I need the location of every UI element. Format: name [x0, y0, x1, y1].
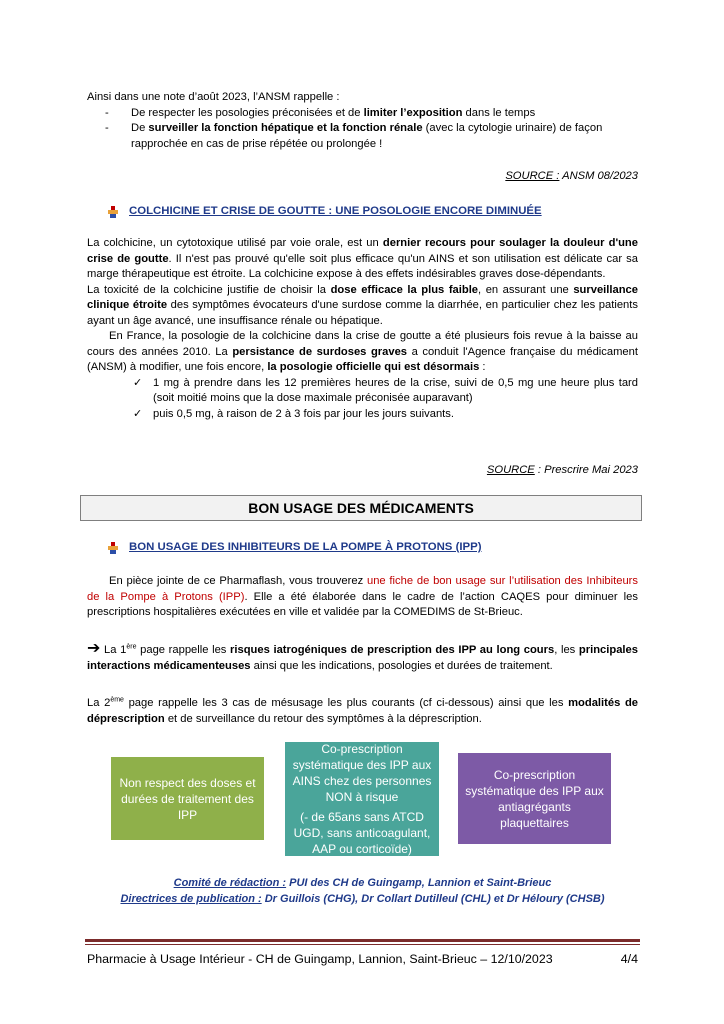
page-footer — [87, 951, 638, 967]
text: , en assurant une — [478, 283, 574, 296]
source-text: ANSM 08/2023 — [559, 170, 638, 182]
bullet-icon — [107, 206, 119, 218]
ipp-paragraph-1 — [87, 574, 638, 621]
source-label: SOURCE — [486, 464, 535, 476]
misuse-box-ains — [285, 742, 439, 856]
text: a conduit l'Agence française du médicament (ANSM) à modifier, une fois encore, — [87, 345, 638, 373]
source-label: SOURCE : — [505, 170, 560, 182]
list-item — [87, 121, 638, 152]
credits-text: PUI des CH de Guingamp, Lannion et Saint-Brieuc — [286, 877, 552, 889]
misuse-box-doses — [111, 757, 264, 840]
page-number: 4/4 — [620, 952, 638, 966]
text: ainsi que les indications, posologies et durées de traitement. — [250, 659, 553, 672]
list-item — [87, 376, 638, 407]
text: dans le temps — [462, 106, 536, 119]
ipp-heading — [107, 540, 482, 556]
text: (avec la cytologie urinaire) de façon rapprochée en cas de prise répétée ou prolongée ! — [131, 122, 603, 150]
credits-label: Comité de rédaction : — [173, 877, 287, 889]
text: des symptômes évocateurs d'une surdose comme la diarrhée, en particulier chez les patients ayant un âge avancé, une insuffisance rénale ou hépatique. — [87, 299, 638, 327]
check-icon: ✓ — [133, 376, 143, 389]
text: En pièce jointe de ce Pharmaflash, vous trouverez — [109, 575, 367, 587]
text: , les — [554, 644, 579, 656]
footer-text: Pharmacie à Usage Intérieur - CH de Guingamp, Lannion, Saint-Brieuc – 12/10/2023 — [87, 952, 553, 966]
text-bold: dernier recours pour soulager la douleur d'une crise de goutte — [87, 237, 638, 265]
text-bold: limiter l’exposition — [363, 106, 463, 119]
list-marker: - — [105, 122, 109, 134]
text-highlight: une fiche de bon usage sur l’utilisation des Inhibiteurs de la Pompe à Protons (IPP) — [87, 575, 639, 603]
text: : — [479, 361, 486, 373]
text: De respecter les posologies préconisées et de — [131, 106, 364, 119]
colchicine-heading — [107, 204, 542, 220]
text: La colchicine, un cytotoxique utilisé par voie orale, est un — [87, 237, 383, 249]
box-subtext: (- de 65ans sans ATCD UGD, sans anticoagulant, AAP ou corticoïde) — [293, 810, 431, 856]
text: . Il n'est pas prouvé qu'elle soit plus efficace qu'un AINS et son utilisation est délicate car sa marge thérapeutique est étroite. La colchicine expose à des effets indésirables graves dose-dépendants. — [87, 252, 638, 280]
arrow-right-icon: ➔ — [87, 640, 101, 657]
paragraph — [87, 283, 638, 330]
text: De — [131, 122, 149, 134]
ipp-paragraph-2 — [87, 641, 638, 674]
text: page rappelle les 3 cas de mésusage les plus courants (cf ci-dessous) ainsi que les — [123, 697, 569, 709]
publication-directors — [87, 891, 638, 907]
check-icon: ✓ — [133, 407, 143, 420]
text: La 2 — [87, 697, 111, 709]
superscript: ère — [126, 643, 137, 651]
intro-list — [87, 106, 638, 153]
footer-divider — [85, 939, 640, 942]
credits-label: Directrices de publication : — [120, 893, 262, 905]
text: page rappelle les — [136, 644, 231, 656]
text-bold: surveillance clinique étroite — [87, 283, 639, 311]
bullet-icon — [107, 542, 119, 554]
posology-list — [87, 376, 638, 423]
credits — [87, 875, 638, 907]
credits-text: Dr Guillois (CHG), Dr Collart Dutilleul (CHL) et Dr Héloury (CHSB) — [261, 893, 605, 905]
box-text: Co-prescription systématique des IPP aux AINS chez des personnes NON à risque — [292, 742, 432, 804]
section-title: BON USAGE DES INHIBITEURS DE LA POMPE À PROTONS (IPP) — [129, 541, 482, 553]
text: . Elle a été élaborée dans le cadre de l’action CAQES pour diminuer les prescriptions hospitalières exécutées en ville et validée par la COMEDIMS de St-Brieuc. — [87, 590, 638, 618]
box-text: Non respect des doses et durées de traitement des IPP — [119, 775, 256, 822]
section-title: COLCHICINE ET CRISE DE GOUTTE : UNE POSOLOGIE ENCORE DIMINUÉE — [129, 205, 542, 217]
colchicine-source — [87, 463, 638, 479]
ipp-paragraph-3 — [87, 696, 638, 727]
text-bold: risques iatrogéniques de prescription des IPP au long cours — [230, 644, 555, 656]
text: La 1 — [100, 644, 127, 656]
colchicine-body — [87, 236, 638, 422]
superscript: ème — [110, 696, 124, 704]
intro-lead: Ainsi dans une note d’août 2023, l’ANSM rappelle : — [87, 91, 340, 103]
text: et de surveillance du retour des symptômes à la déprescription. — [164, 712, 482, 725]
text-bold: surveiller la fonction hépatique et la fonction rénale — [148, 122, 423, 134]
text-bold: modalités de déprescription — [87, 697, 639, 725]
footer-divider-thin — [85, 944, 640, 945]
paragraph — [87, 329, 638, 376]
text: 1 mg à prendre dans les 12 premières heures de la crise, suivi de 0,5 mg une heure plus tard (soit moitié moins que la dose maximale préconisée auparavant) — [153, 376, 638, 404]
source-text: : Prescrire Mai 2023 — [534, 464, 638, 476]
text-bold: dose efficace la plus faible — [330, 283, 479, 296]
list-item — [87, 407, 638, 423]
text-bold: principales interactions médicamenteuses — [87, 644, 638, 672]
text-bold: la posologie officielle qui est désormais — [267, 361, 480, 373]
list-item — [87, 106, 638, 122]
box-text: Co-prescription systématique des IPP aux antiagrégants plaquettaires — [465, 767, 604, 830]
intro-section — [87, 90, 638, 152]
section-banner: BON USAGE DES MÉDICAMENTS — [80, 495, 642, 521]
editorial-committee — [87, 875, 638, 891]
text: En France, la posologie de la colchicine dans la crise de goutte a été plusieurs fois revue à la baisse au cours des années 2010. La — [87, 330, 638, 358]
misuse-box-antiplatelet — [458, 753, 611, 844]
intro-source — [87, 169, 638, 185]
text-bold: persistance de surdoses graves — [232, 345, 408, 358]
list-marker: - — [105, 106, 109, 119]
paragraph — [87, 236, 638, 283]
text: La toxicité de la colchicine justifie de choisir la — [87, 283, 331, 296]
text: puis 0,5 mg, à raison de 2 à 3 fois par jour les jours suivants. — [153, 407, 454, 420]
